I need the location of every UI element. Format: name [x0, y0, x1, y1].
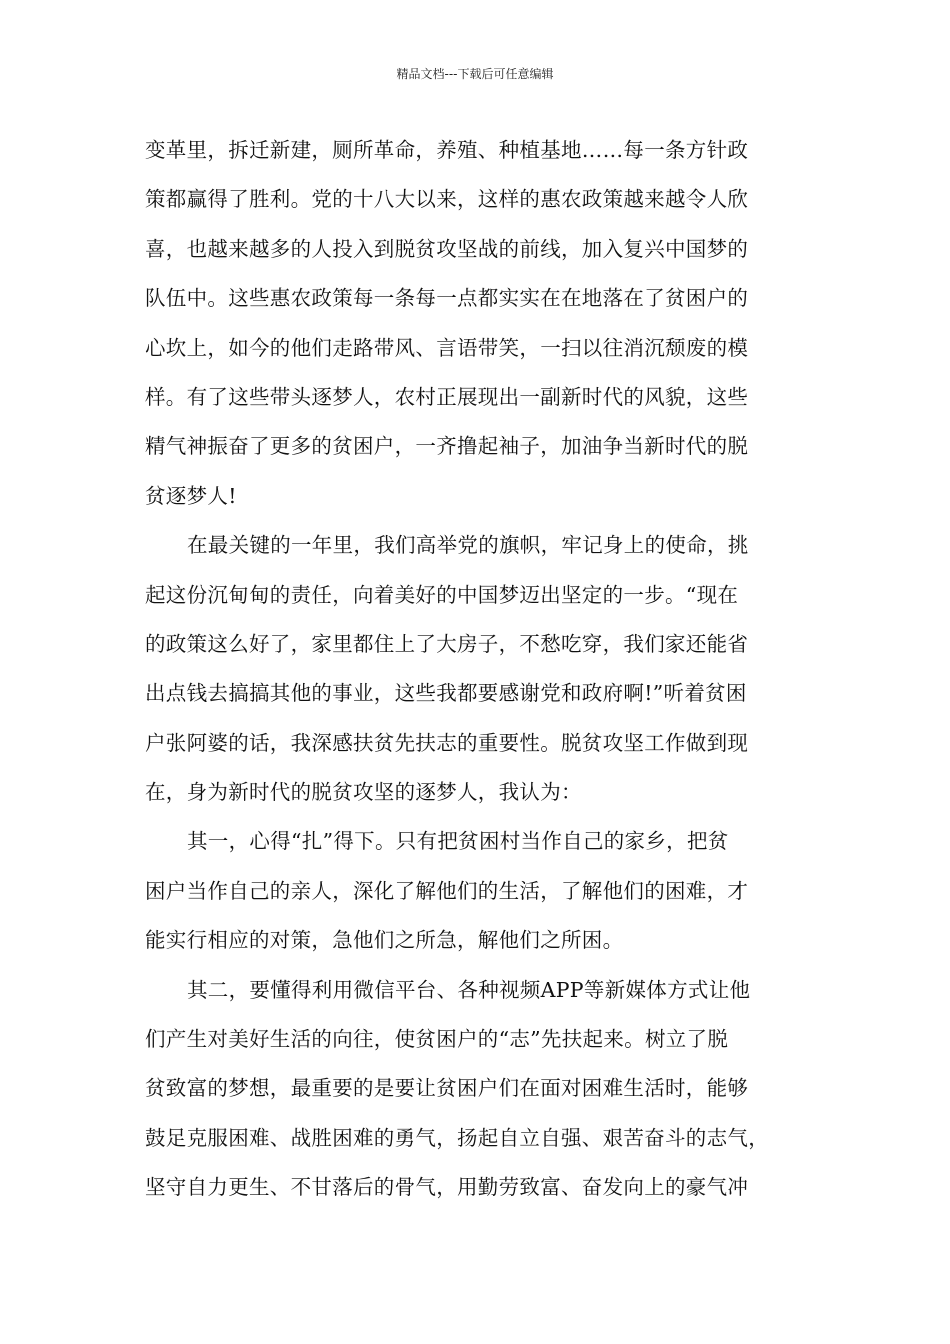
text-line: 策都赢得了胜利。党的十八大以来，这样的惠农政策越来越令人欣	[145, 187, 749, 212]
text-line: 能实行相应的对策，急他们之所急，解他们之所困。	[145, 928, 624, 953]
text-line: 贫逐梦人!	[145, 483, 237, 508]
text-line: 贫致富的梦想，最重要的是要让贫困户们在面对困难生活时，能够	[145, 1076, 749, 1101]
text-line: 户张阿婆的话，我深感扶贫先扶志的重要性。脱贫攻坚工作做到现	[145, 730, 749, 755]
text-line: 出点钱去搞搞其他的事业，这些我都要感谢党和政府啊!”听着贫困	[145, 681, 747, 706]
text-line: 精气神振奋了更多的贫困户，一齐撸起袖子，加油争当新时代的脱	[145, 434, 749, 459]
paragraph	[145, 966, 825, 1213]
page-header: 精品文档---下载后可任意编辑	[396, 67, 554, 81]
paragraph	[145, 126, 825, 521]
text-line: 起这份沉甸甸的责任，向着美好的中国梦迈出坚定的一步。“现在	[145, 582, 739, 607]
text-line: 在，身为新时代的脱贫攻坚的逐梦人，我认为：	[145, 780, 582, 805]
text-line: 队伍中。这些惠农政策每一条每一点都实实在在地落在了贫困户的	[145, 286, 749, 311]
text-line: 心坎上，如今的他们走路带风、言语带笑，一扫以往消沉颓废的模	[145, 335, 749, 360]
text-line: 喜，也越来越多的人投入到脱贫攻坚战的前线，加入复兴中国梦的	[145, 236, 749, 261]
text-line: 困户当作自己的亲人，深化了解他们的生活，了解他们的困难，才	[145, 878, 749, 903]
text-line: 样。有了这些带头逐梦人，农村正展现出一副新时代的风貌，这些	[145, 384, 749, 409]
text-line: 变革里，拆迁新建，厕所革命，养殖、种植基地……每一条方针政	[145, 138, 749, 162]
text-line: 其二，要懂得利用微信平台、各种视频APP等新媒体方式让他	[187, 977, 751, 1002]
text-line: 的政策这么好了，家里都住上了大房子，不愁吃穿，我们家还能省	[145, 631, 749, 656]
paragraph	[145, 521, 825, 817]
text-line: 鼓足克服困难、战胜困难的勇气，扬起自立自强、艰苦奋斗的志气，	[145, 1125, 769, 1150]
document-body	[145, 126, 825, 1213]
text-line: 在最关键的一年里，我们高举党的旗帜，牢记身上的使命，挑	[187, 533, 749, 558]
text-line: 其一，心得“扎”得下。只有把贫困村当作自己的家乡，把贫	[187, 829, 729, 854]
paragraph	[145, 817, 825, 965]
text-line: 们产生对美好生活的向往，使贫困户的“志”先扶起来。树立了脱	[145, 1027, 729, 1052]
text-line: 坚守自力更生、不甘落后的骨气，用勤劳致富、奋发向上的豪气冲	[145, 1175, 749, 1200]
